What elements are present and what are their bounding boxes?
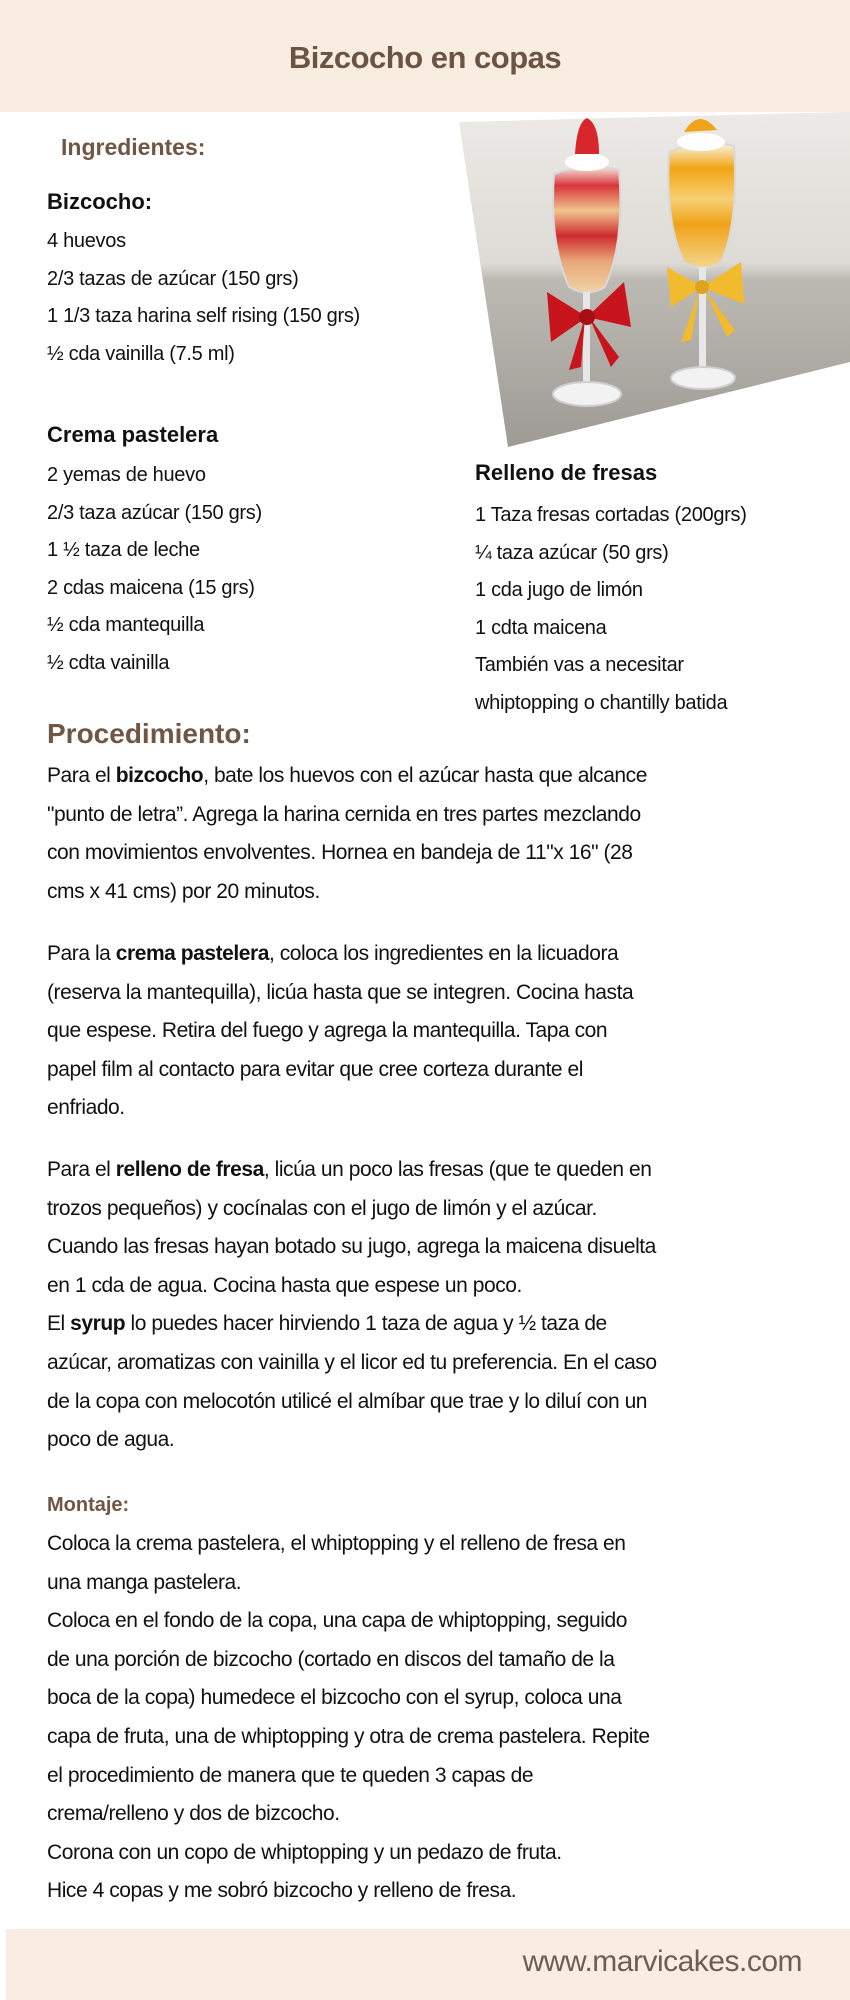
procedure-line: [47, 1012, 607, 1050]
procedure-line: [47, 757, 647, 795]
procedure-heading: Procedimiento:: [47, 718, 251, 749]
montaje-line: una manga pastelera.: [47, 1570, 242, 1594]
ingredients-heading: Ingredientes:: [61, 134, 206, 160]
ingredient-item: ½ cdta vainilla: [47, 651, 170, 674]
montaje-line: el procedimiento de manera que te queden 3 capas de: [47, 1763, 534, 1787]
text-segment: lo puedes hacer hirviendo 1 taza de agua y ½ taza de: [125, 1312, 607, 1336]
crema-heading: Crema pastelera: [47, 422, 219, 447]
montaje-line: de una porción de bizcocho (cortado en discos del tamaño de la: [47, 1647, 615, 1671]
ingredient-item: ½ cda mantequilla: [47, 614, 205, 636]
dessert-photo: [459, 112, 850, 452]
ingredient-item: 4 huevos: [47, 230, 126, 252]
procedure-line: [47, 1421, 174, 1459]
procedure-line: [47, 873, 320, 911]
ingredient-item: 2/3 tazas de azúcar (150 grs): [47, 267, 299, 290]
ingredient-item: whiptopping o chantilly batida: [475, 691, 728, 714]
procedure-line: [47, 1051, 583, 1089]
procedure-line: [47, 1344, 657, 1382]
procedure-line: [47, 935, 618, 973]
ingredient-item: 1 1/3 taza harina self rising (150 grs): [47, 305, 360, 328]
ingredient-item: También vas a necesitar: [475, 654, 684, 676]
ingredient-item: 1 cda jugo de limón: [475, 579, 643, 601]
montaje-line: Hice 4 copas y me sobró bizcocho y relleno de fresa.: [47, 1879, 517, 1903]
page-title: Bizcocho en copas: [288, 40, 562, 75]
photo-background: [459, 112, 850, 447]
bold-term: crema pastelera: [115, 942, 269, 965]
text-segment: , bate los huevos con el azúcar hasta que alcance: [203, 764, 647, 787]
procedure-line: [47, 1190, 597, 1228]
procedure-line: [47, 834, 633, 872]
text-segment: , licúa un poco las fresas (que te queden en: [263, 1158, 652, 1181]
procedure-line: [47, 796, 641, 834]
text-segment: cms x 41 cms) por 20 minutos.: [47, 879, 320, 903]
text-segment: papel film al contacto para evitar que cree corteza durante el: [47, 1057, 583, 1081]
footer-band: [6, 1929, 850, 2000]
procedure-line: [47, 1151, 651, 1189]
montaje-line: crema/relleno y dos de bizcocho.: [47, 1802, 340, 1826]
procedure-line: [47, 1305, 607, 1343]
bold-term: bizcocho: [115, 764, 204, 787]
ingredient-item: 2/3 taza azúcar (150 grs): [47, 501, 262, 524]
ingredient-item: ½ cda vainilla (7.5 ml): [47, 343, 235, 366]
montaje-line: Coloca en el fondo de la copa, una capa de whiptopping, seguido: [47, 1609, 627, 1633]
text-segment: trozos pequeños) y cocínalas con el jugo de limón y el azúcar.: [47, 1196, 597, 1220]
text-segment: en 1 cda de agua. Cocina hasta que espese un poco.: [47, 1273, 522, 1297]
procedure-line: [47, 1089, 125, 1127]
bold-term: relleno de fresa: [115, 1158, 264, 1181]
relleno-heading: Relleno de fresas: [475, 460, 658, 485]
text-segment: de la copa con melocotón utilicé el almíbar que trae y lo diluí con un: [47, 1389, 648, 1413]
montaje-line: Coloca la crema pastelera, el whiptopping y el relleno de fresa en: [47, 1532, 626, 1555]
ingredient-item: 1 Taza fresas cortadas (200grs): [475, 504, 747, 526]
montaje-line: capa de fruta, una de whiptopping y otra de crema pastelera. Repite: [47, 1725, 650, 1748]
text-segment: , coloca los ingredientes en la licuadora: [268, 942, 619, 965]
montaje-heading: Montaje:: [47, 1494, 130, 1516]
text-segment: (reserva la mantequilla), licúa hasta que se integren. Cocina hasta: [47, 980, 634, 1004]
bold-term: syrup: [70, 1312, 126, 1336]
montaje-line: boca de la copa) humedece el bizcocho con el syrup, coloca una: [47, 1686, 622, 1710]
text-segment: con movimientos envolventes. Hornea en bandeja de 11"x 16" (28: [47, 841, 633, 865]
bizcocho-heading: Bizcocho:: [47, 189, 153, 214]
header-band: [0, 0, 850, 112]
ingredient-item: ¼ taza azúcar (50 grs): [475, 541, 669, 564]
text-segment: azúcar, aromatizas con vainilla y el licor ed tu preferencia. En el caso: [47, 1351, 657, 1374]
ingredient-item: 2 yemas de huevo: [47, 464, 206, 486]
text-segment: Para la: [47, 942, 116, 965]
text-segment: Cuando las fresas hayan botado su jugo, agrega la maicena disuelta: [47, 1235, 656, 1259]
text-segment: poco de agua.: [47, 1428, 175, 1452]
text-segment: enfriado.: [47, 1096, 125, 1120]
procedure-line: [47, 974, 633, 1012]
text-segment: que espese. Retira del fuego y agrega la mantequilla. Tapa con: [47, 1019, 608, 1043]
text-segment: El: [47, 1312, 71, 1336]
montaje-line: Corona con un copo de whiptopping y un pedazo de fruta.: [47, 1840, 562, 1864]
procedure-line: [47, 1228, 656, 1266]
ingredient-item: 1 cdta maicena: [475, 616, 607, 639]
text-segment: "punto de letra”. Agrega la harina cernida en tres partes mezclando: [47, 802, 641, 826]
website-link[interactable]: www.marvicakes.com: [522, 1945, 802, 1978]
procedure-line: [47, 1267, 522, 1305]
procedure-line: [47, 1383, 647, 1421]
ingredient-item: 1 ½ taza de leche: [47, 539, 200, 561]
ingredient-item: 2 cdas maicena (15 grs): [47, 576, 255, 599]
text-segment: Para el: [47, 1158, 116, 1181]
text-segment: Para el: [47, 764, 116, 787]
